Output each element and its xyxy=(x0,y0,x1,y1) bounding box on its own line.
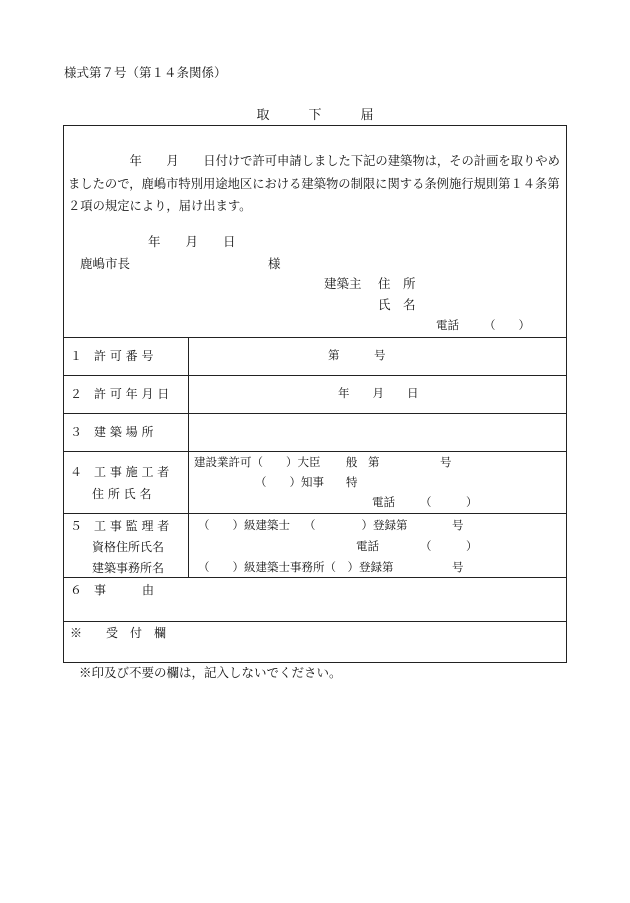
permit-number-field[interactable]: 第 号 xyxy=(328,348,386,362)
contractor-special: 特 xyxy=(346,475,358,489)
contractor-number-prefix: 第 xyxy=(368,455,380,469)
addressee: 鹿嶋市長 xyxy=(80,256,131,271)
supervisor-label: ５ 工 事 監 理 者 xyxy=(70,519,170,533)
applicant-address-label: 住 所 xyxy=(378,276,416,291)
divider xyxy=(63,577,567,578)
page-title: 取 下 届 xyxy=(256,108,374,123)
declaration-text: 年 月 日付けで許可申請しました下記の建築物は，その計画を取りやめましたので，鹿嶋市特別用途地区における建築物の制限に関する条例施行規則第１４条第２項の規定により，届け出ます。 xyxy=(68,154,560,213)
contractor-sublabel: 住 所 氏 名 xyxy=(92,487,152,501)
submission-date[interactable]: 年 月 日 xyxy=(148,234,236,249)
applicant-name-label: 氏 名 xyxy=(378,297,416,312)
permit-date-label: ２ 許 可 年 月 日 xyxy=(70,387,170,401)
supervisor-office-label: 建築事務所名 xyxy=(92,561,165,575)
applicant-phone-label: 電話 xyxy=(436,318,459,332)
supervisor-registration[interactable]: （ ）登録第 xyxy=(304,518,408,532)
footnote: ※印及び不要の欄は，記入しないでください。 xyxy=(79,665,342,680)
divider xyxy=(63,621,567,622)
contractor-license-minister[interactable]: 建設業許可（ ）大臣 xyxy=(194,455,321,469)
contractor-general: 般 xyxy=(346,455,358,469)
supervisor-office-suffix: 号 xyxy=(452,560,464,574)
reason-label: ６ 事 由 xyxy=(70,583,155,597)
contractor-phone-label: 電話 xyxy=(372,495,395,509)
supervisor-office-registration[interactable]: （ ）級建築士事務所（ ）登録第 xyxy=(198,560,394,574)
supervisor-phone-field[interactable]: （ ） xyxy=(420,539,478,553)
divider xyxy=(63,513,567,514)
divider xyxy=(63,451,567,452)
column-divider xyxy=(188,337,189,577)
contractor-phone-field[interactable]: （ ） xyxy=(420,495,478,509)
location-label: ３ 建 築 場 所 xyxy=(70,425,154,439)
contractor-label: ４ 工 事 施 工 者 xyxy=(70,465,170,479)
contractor-number-suffix: 号 xyxy=(440,455,452,469)
applicant-phone-field[interactable]: （ ） xyxy=(484,318,530,332)
contractor-license-governor[interactable]: （ ）知事 xyxy=(255,475,324,489)
supervisor-architect-class[interactable]: （ ）級建築士 xyxy=(198,518,290,532)
divider xyxy=(63,337,567,338)
form-id: 様式第７号（第１４条関係） xyxy=(64,65,227,80)
divider xyxy=(63,375,567,376)
divider xyxy=(63,413,567,414)
reception-label: ※ 受 付 欄 xyxy=(70,626,167,640)
permit-number-label: １ 許 可 番 号 xyxy=(70,349,154,363)
permit-date-field[interactable]: 年 月 日 xyxy=(338,386,419,400)
supervisor-phone-label: 電話 xyxy=(356,539,379,553)
supervisor-sublabel: 資格住所氏名 xyxy=(92,540,165,554)
supervisor-registration-suffix: 号 xyxy=(452,518,464,532)
honorific: 様 xyxy=(268,256,281,271)
applicant-label: 建築主 xyxy=(324,276,362,291)
